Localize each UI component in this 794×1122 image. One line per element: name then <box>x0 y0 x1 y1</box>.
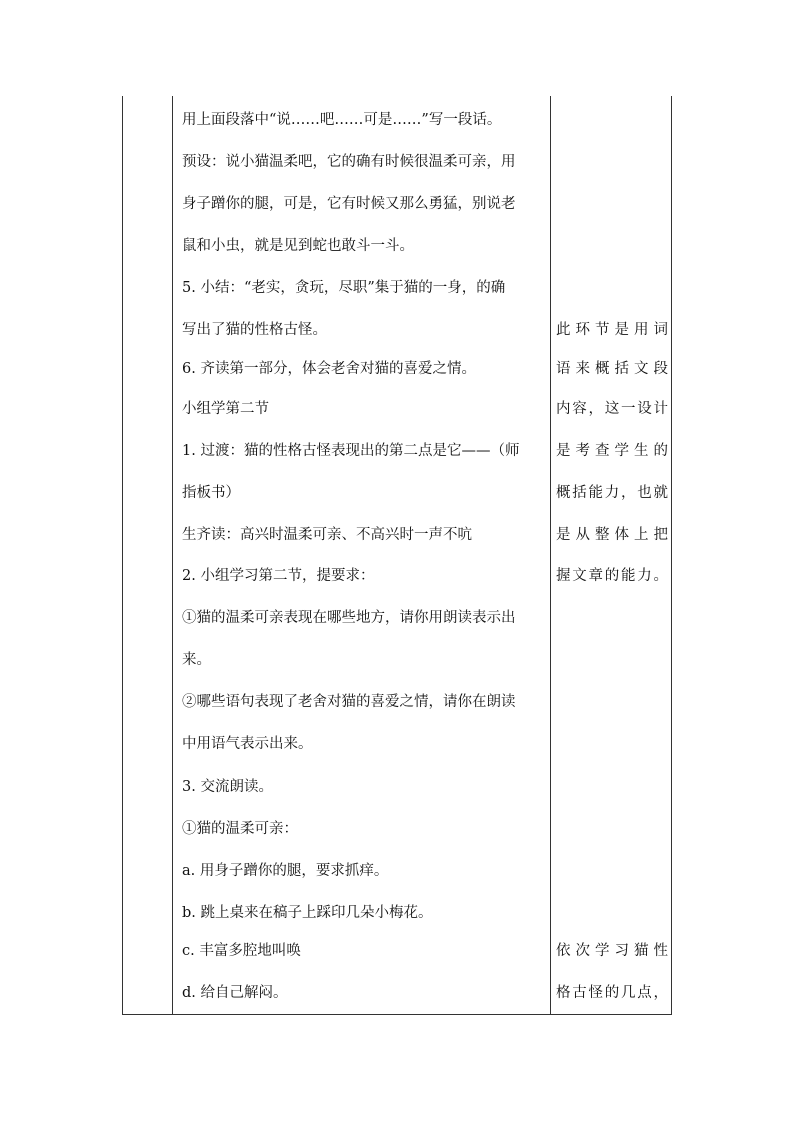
text-line: b. 跳上桌来在稿子上踩印几朵小梅花。 <box>182 905 433 921</box>
text-line: 5. 小结：“老实，贪玩，尽职”集于猫的一身，的确 <box>182 280 506 296</box>
section-heading: 小组学第二节 <box>182 401 269 417</box>
text-line: ②哪些语句表现了老舍对猫的喜爱之情，请你在朗读 <box>182 694 516 710</box>
text-line: 预设：说小猫温柔吧，它的确有时候很温柔可亲，用 <box>182 154 516 170</box>
text-line: 生齐读：高兴时温柔可亲、不高兴时一声不吭 <box>182 527 472 543</box>
text-line: 2. 小组学习第二节，提要求： <box>182 568 375 584</box>
text-line: 3. 交流朗读。 <box>182 779 273 795</box>
text-line: ①猫的温柔可亲表现在哪些地方，请你用朗读表示出 <box>182 610 516 626</box>
text-line: 1. 过渡：猫的性格古怪表现出的第二点是它——（师 <box>182 443 520 459</box>
text-line: 鼠和小虫，就是见到蛇也敢斗一斗。 <box>182 238 414 254</box>
text-line: 身子蹭你的腿，可是，它有时候又那么勇猛，别说老 <box>182 196 516 212</box>
note-line: 是从整体上把 <box>556 527 668 543</box>
column-divider-right <box>550 96 551 1014</box>
text-line: 来。 <box>182 652 211 668</box>
column-divider-left <box>172 96 173 1014</box>
note-line: 握文章的能力。 <box>556 568 668 584</box>
text-line: 用上面段落中“说……吧……可是……”写一段话。 <box>182 112 502 128</box>
note-line: 是考查学生的 <box>556 443 668 459</box>
note-line: 依次学习猫性 <box>556 943 668 959</box>
note-line: 概括能力，也就 <box>556 485 668 501</box>
text-line: 指板书） <box>182 485 240 501</box>
note-line: 格古怪的几点， <box>556 985 668 1001</box>
note-line: 此环节是用词 <box>556 322 668 338</box>
text-line: d. 给自己解闷。 <box>182 985 288 1001</box>
note-line: 内容，这一设计 <box>556 401 668 417</box>
text-line: 中用语气表示出来。 <box>182 736 313 752</box>
text-line: 写出了猫的性格古怪。 <box>182 322 327 338</box>
text-line: a. 用身子蹭你的腿，要求抓痒。 <box>182 863 389 879</box>
note-line: 语来概括文段 <box>556 361 668 377</box>
text-line: 6. 齐读第一部分，体会老舍对猫的喜爱之情。 <box>182 361 476 377</box>
lesson-table <box>122 96 672 1015</box>
text-line: c. 丰富多腔地叫唤 <box>182 943 301 959</box>
text-line: ①猫的温柔可亲： <box>182 821 298 837</box>
